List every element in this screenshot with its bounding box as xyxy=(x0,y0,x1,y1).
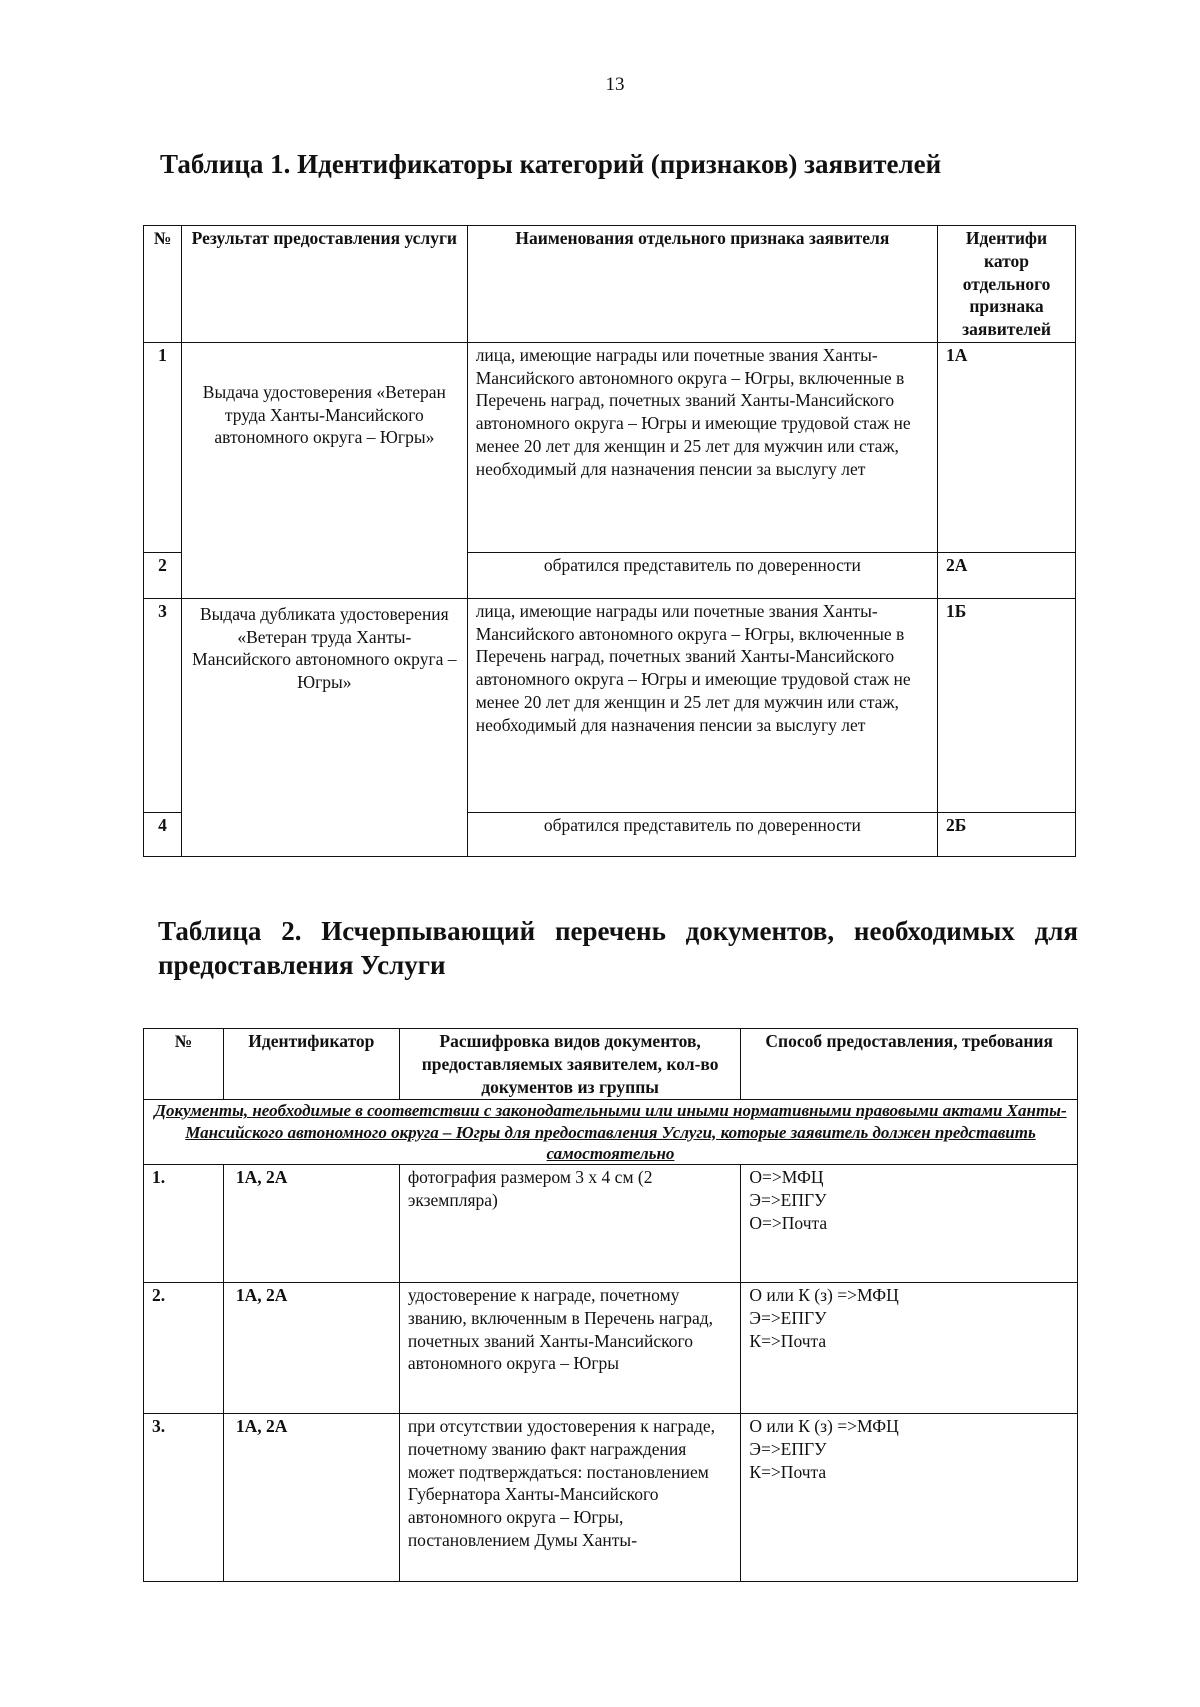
header-identifier: Идентификатор xyxy=(223,1029,399,1100)
table-row xyxy=(144,598,1076,812)
table-row xyxy=(144,1165,1078,1283)
document-description: фотография размером 3 х 4 см (2 экземпляра) xyxy=(399,1165,741,1283)
method-line: К=>Почта xyxy=(749,1461,827,1482)
submission-method xyxy=(741,1165,1078,1283)
header-attribute: Наименования отдельного признака заявителя xyxy=(467,226,937,343)
row-num: 2 xyxy=(144,552,182,598)
header-method: Способ предоставления, требования xyxy=(741,1029,1078,1100)
applicant-attribute: обратился представитель по доверенности xyxy=(467,552,937,598)
document-identifier: 1А, 2А xyxy=(223,1414,399,1582)
table2-title: Таблица 2. Исчерпывающий перечень документов, необходимых для предоставления Услуги xyxy=(158,916,1078,980)
document-description: удостоверение к награде, почетному званию, включенным в Перечень наград, почетных званий Ханты-Мансийского автономного округа – Югры xyxy=(399,1283,741,1414)
method-line: Э=>ЕПГУ xyxy=(749,1307,827,1328)
section-heading: Документы, необходимые в соответствии с законодательными или иными нормативными правовыми актами Ханты-Мансийского автономного округа – Югры для предоставления Услуги, которые заявитель должен представить самостоятельно xyxy=(144,1100,1078,1165)
method-line: О или К (з) =>МФЦ xyxy=(749,1285,899,1305)
row-num: 3. xyxy=(144,1414,224,1582)
document-description: при отсутствии удостоверения к награде, почетному званию факт награждения может подтверждаться: постановлением Губернатора Ханты-Мансийского автономного округа – Югры, постановлением Думы Ханты- xyxy=(399,1414,741,1582)
row-num: 2. xyxy=(144,1283,224,1414)
section-row xyxy=(144,1100,1078,1165)
document-identifier: 1А, 2А xyxy=(223,1165,399,1283)
applicant-categories-table xyxy=(143,225,1076,857)
row-num: 4 xyxy=(144,812,182,856)
row-num: 1 xyxy=(144,342,182,552)
submission-method xyxy=(741,1283,1078,1414)
method-line: Э=>ЕПГУ xyxy=(749,1189,827,1210)
method-line: К=>Почта xyxy=(749,1330,827,1351)
attribute-identifier: 1А xyxy=(938,342,1076,552)
table1-title: Таблица 1. Идентификаторы категорий (признаков) заявителей xyxy=(160,149,942,179)
service-result: Выдача удостоверения «Ветеран труда Ханты-Мансийского автономного округа – Югры» xyxy=(181,342,467,598)
attribute-identifier: 2Б xyxy=(938,812,1076,856)
applicant-attribute: лица, имеющие награды или почетные звания Ханты-Мансийского автономного округа – Югры, включенные в Перечень наград, почетных званий Ханты-Мансийского автономного округа – Югры и имеющие трудовой стаж не менее 20 лет для женщин и 25 лет для мужчин или стаж, необходимый для назначения пенсии за выслугу лет xyxy=(467,598,937,812)
service-result: Выдача дубликата удостоверения «Ветеран труда Ханты-Мансийского автономного округа – Югры» xyxy=(181,598,467,856)
page-number: 13 xyxy=(605,74,625,95)
attribute-identifier: 1Б xyxy=(938,598,1076,812)
table-row xyxy=(144,1414,1078,1582)
method-line: О=>Почта xyxy=(749,1212,828,1233)
row-num: 1. xyxy=(144,1165,224,1283)
table-row xyxy=(144,342,1076,552)
documents-table xyxy=(143,1028,1078,1582)
table-header-row xyxy=(144,1029,1078,1100)
header-description: Расшифровка видов документов, предоставляемых заявителем, кол-во документов из группы xyxy=(399,1029,741,1100)
method-line: О или К (з) =>МФЦ xyxy=(749,1416,899,1436)
submission-method xyxy=(741,1414,1078,1582)
row-num: 3 xyxy=(144,598,182,812)
document-identifier: 1А, 2А xyxy=(223,1283,399,1414)
method-line: О=>МФЦ xyxy=(749,1167,824,1187)
attribute-identifier: 2А xyxy=(938,552,1076,598)
header-num: № xyxy=(144,1029,224,1100)
method-line: Э=>ЕПГУ xyxy=(749,1438,827,1459)
header-result: Результат предоставления услуги xyxy=(181,226,467,343)
table-row xyxy=(144,1283,1078,1414)
table-header-row xyxy=(144,226,1076,343)
header-identifier: Идентифи катор отдельного признака заявителей xyxy=(938,226,1076,343)
header-num: № xyxy=(144,226,182,343)
applicant-attribute: обратился представитель по доверенности xyxy=(467,812,937,856)
applicant-attribute: лица, имеющие награды или почетные звания Ханты-Мансийского автономного округа – Югры, включенные в Перечень наград, почетных званий Ханты-Мансийского автономного округа – Югры и имеющие трудовой стаж не менее 20 лет для женщин и 25 лет для мужчин или стаж, необходимый для назначения пенсии за выслугу лет xyxy=(467,342,937,552)
